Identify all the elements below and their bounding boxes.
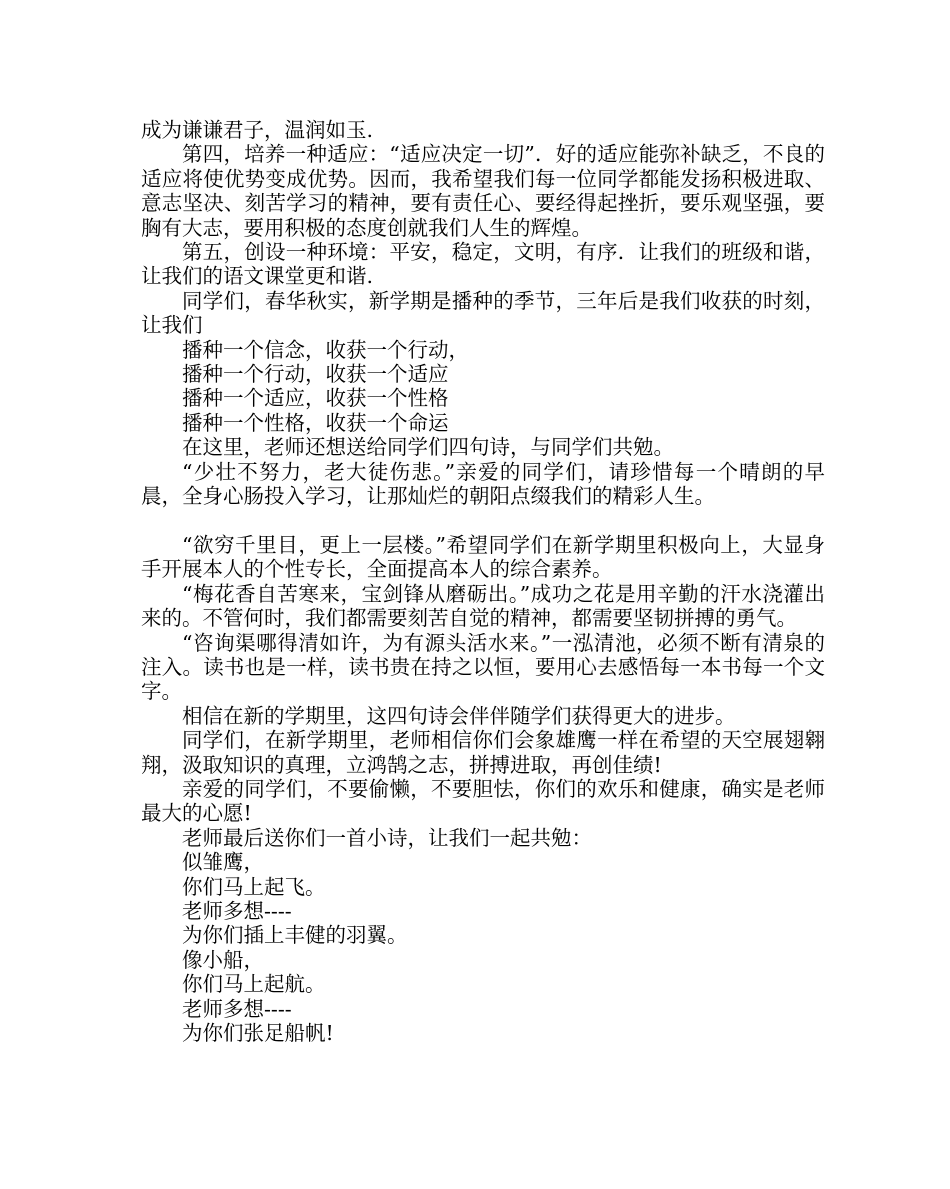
- poem-line: 老师多想----: [182, 898, 292, 923]
- paragraph: 第五，创设一种环境：平安，稳定，文明，有序．让我们的班级和谐，让我们的语文课堂更和谐.: [141, 240, 825, 289]
- poem-line: 你们马上起飞。: [182, 874, 326, 899]
- paragraph: 同学们，春华秋实，新学期是播种的季节，三年后是我们收获的时刻，让我们: [141, 288, 825, 338]
- paragraph: 成为谦谦君子，温润如玉.: [141, 118, 374, 142]
- poem-line: 为你们插上丰健的羽翼。: [182, 923, 408, 948]
- poem-line: 似雏鹰，: [182, 850, 264, 875]
- poem-line: 你们马上起航。: [182, 972, 326, 997]
- quote-paragraph: “梅花香自苦寒来，宝剑锋从磨砺出。”成功之花是用辛勤的汗水浇灌出来的。不管何时，我们都需要刻苦自觉的精神，都需要坚韧拼搏的勇气。: [141, 581, 825, 631]
- poem-line: 播种一个性格，收获一个命运: [182, 410, 449, 435]
- poem-line: 播种一个适应，收获一个性格: [182, 386, 449, 411]
- document-body: [141, 118, 825, 1045]
- quote-paragraph: “少壮不努力，老大徒伤悲。”亲爱的同学们，请珍惜每一个晴朗的早晨，全身心肠投入学习，让那灿烂的朝阳点缀我们的精彩人生。: [141, 459, 825, 509]
- quote-paragraph: “欲穷千里目，更上一层楼。”希望同学们在新学期里积极向上，大显身手开展本人的个性专长，全面提高本人的综合素养。: [141, 532, 825, 582]
- paragraph: 相信在新的学期里，这四句诗会伴伴随学们获得更大的进步。: [182, 703, 736, 728]
- poem-line: 老师多想----: [182, 996, 292, 1021]
- poem-line: 播种一个信念，收获一个行动，: [182, 337, 469, 362]
- paragraph: 亲爱的同学们，不要偷懒，不要胆怯，你们的欢乐和健康，确实是老师最大的心愿!: [141, 776, 825, 826]
- paragraph: 老师最后送你们一首小诗，让我们一起共勉：: [182, 825, 592, 850]
- poem-line: 为你们张足船帆!: [182, 1021, 334, 1046]
- quote-paragraph: “咨询渠哪得清如许，为有源头活水来。”一泓清池，必须不断有清泉的注入。读书也是一样，读书贵在持之以恒，要用心去感悟每一本书每一个文字。: [141, 630, 825, 704]
- poem-line: 像小船，: [182, 947, 264, 972]
- paragraph: 同学们，在新学期里，老师相信你们会象雄鹰一样在希望的天空展翅翱翔，汲取知识的真理，立鸿鹄之志，拼搏进取，再创佳绩!: [141, 728, 825, 777]
- paragraph: 在这里，老师还想送给同学们四句诗，与同学们共勉。: [182, 435, 674, 460]
- paragraph: 第四，培养一种适应：“适应决定一切”．好的适应能弥补缺乏，不良的适应将使优势变成优势。因而，我希望我们每一位同学都能发扬积极进取、意志坚决、刻苦学习的精神，要有责任心、要经得起挫折，要乐观坚强，要胸有大志，要用积极的态度创就我们人生的辉煌。: [141, 142, 825, 240]
- poem-line: 播种一个行动，收获一个适应: [182, 362, 449, 387]
